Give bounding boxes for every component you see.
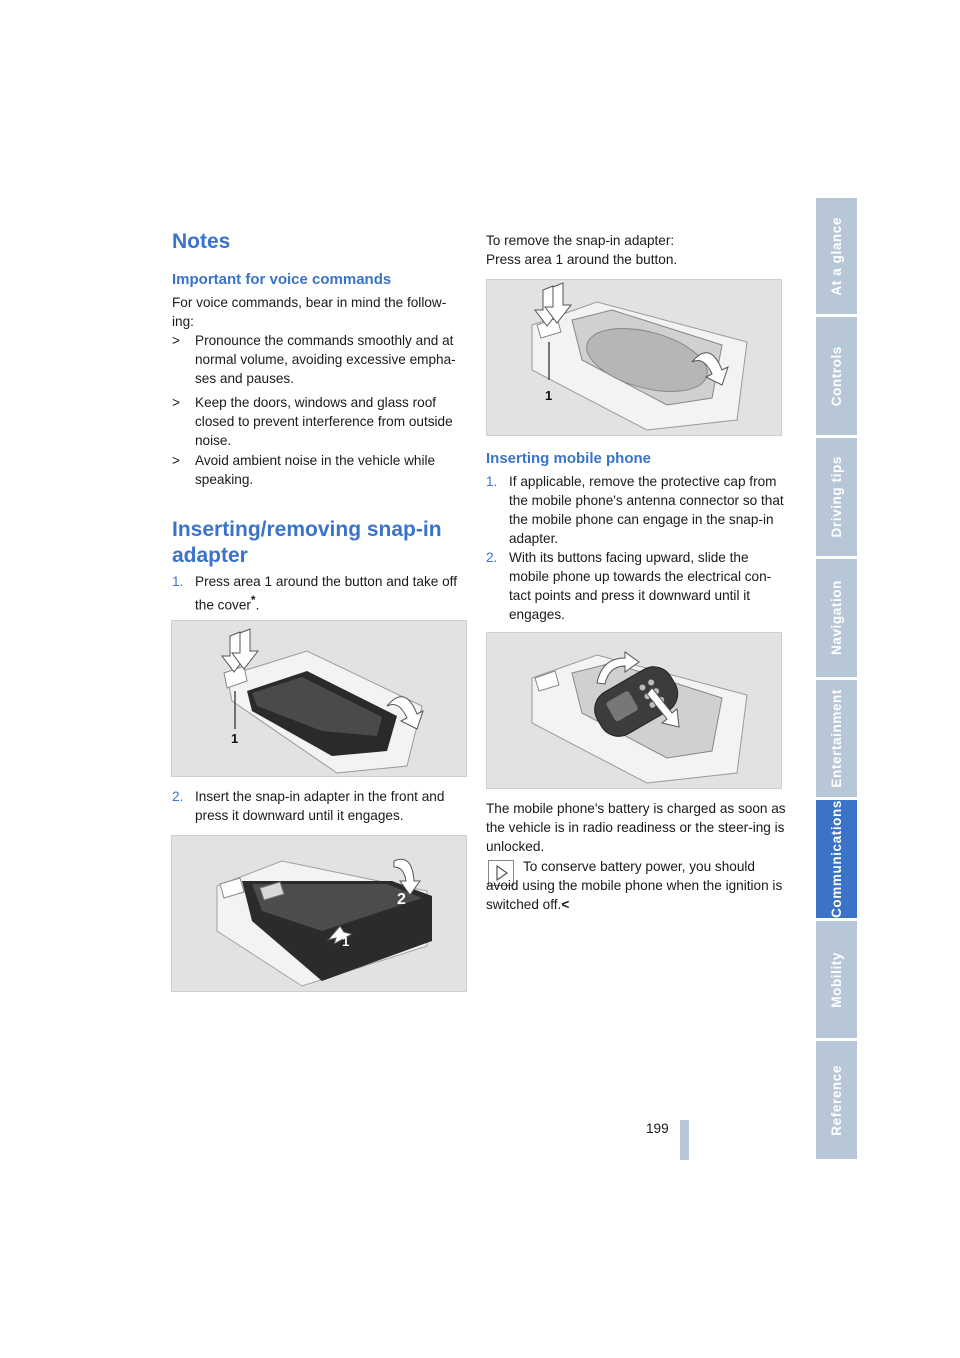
bullet-marker: > [172, 395, 180, 410]
sidebar-tab-entertainment[interactable] [816, 680, 857, 797]
note-body: To conserve battery power, you should avoid using the mobile phone when the ignition is switched off. [486, 859, 783, 912]
sidebar-tab-communications[interactable] [816, 800, 857, 918]
bullet-text: Keep the doors, windows and glass roof closed to prevent interference from outside noise. [195, 395, 453, 448]
step-text: Press area 1 around the button and take off the cover*. [195, 574, 457, 613]
sidebar-tab-label: Navigation [829, 580, 844, 656]
adapter-step-1 [172, 572, 467, 612]
voice-bullet-item [172, 393, 467, 451]
notes-heading: Notes [172, 230, 231, 253]
battery-charging-text: The mobile phone's battery is charged as soon as the vehicle is in radio readiness or the steer-ing is unlocked. [486, 801, 786, 854]
step-number: 2. [486, 550, 498, 565]
sidebar-tab-label: Driving tips [829, 456, 844, 538]
figure-callout-label: 1 [231, 731, 239, 746]
voice-intro-text: For voice commands, bear in mind the follow-ing: [172, 295, 447, 329]
sidebar-tab-reference[interactable] [816, 1041, 857, 1159]
step-text-body: Press area 1 around the button and take off the cover [195, 574, 457, 613]
figure-remove-cover [171, 620, 467, 777]
snap-in-adapter-heading: Inserting/removing snap-in adapter [172, 518, 442, 567]
bullet-marker: > [172, 333, 180, 348]
voice-bullet-item [172, 331, 467, 389]
bullet-marker: > [172, 453, 180, 468]
voice-commands-heading: Important for voice commands [172, 271, 392, 288]
page-number-bar [680, 1120, 689, 1160]
step-text: With its buttons facing upward, slide the mobile phone up towards the electrical con-tact points and press it downward until it engages. [509, 550, 772, 622]
page-number: 199 [646, 1121, 669, 1136]
figure-callout-label: 2 [397, 891, 406, 908]
bullet-text: Pronounce the commands smoothly and at normal volume, avoiding excessive empha-ses and pauses. [195, 333, 456, 386]
note-end-mark: < [561, 897, 570, 912]
sidebar-tab-label: Entertainment [829, 689, 844, 788]
inserting-mobile-phone-heading: Inserting mobile phone [486, 450, 652, 467]
figure-callout-label: 1 [342, 934, 350, 949]
sidebar-tab-driving-tips[interactable] [816, 438, 857, 556]
sidebar-tab-label: Communications [829, 800, 844, 918]
phone-illustration [487, 633, 781, 788]
step-text: If applicable, remove the protective cap from the mobile phone's antenna connector so that the mobile phone can engage in the snap-in adapter. [509, 474, 784, 546]
sidebar-tab-label: Controls [829, 345, 844, 407]
figure-remove-adapter [486, 279, 782, 436]
sidebar-tab-navigation[interactable] [816, 559, 857, 677]
sidebar-tab-controls[interactable] [816, 317, 857, 435]
remove-adapter-intro: To remove the snap-in adapter: [486, 233, 675, 248]
cover-illustration [172, 621, 466, 776]
figure-insert-adapter [171, 835, 467, 992]
sidebar-tab-label: Reference [829, 1064, 844, 1136]
adapter-illustration [172, 836, 466, 991]
remove-adapter-illustration [487, 280, 781, 435]
adapter-step-2 [172, 787, 467, 827]
sidebar-tab-label: At a glance [829, 216, 844, 296]
step-number: 1. [172, 574, 184, 589]
figure-callout-label: 1 [545, 388, 553, 403]
battery-note-text [486, 857, 786, 914]
sidebar-tab-at-a-glance[interactable] [816, 198, 857, 314]
mobile-step-2 [486, 548, 786, 624]
sidebar-tab-mobility[interactable] [816, 921, 857, 1038]
optional-equipment-star: * [250, 593, 256, 607]
bullet-text: Avoid ambient noise in the vehicle while speaking. [195, 453, 436, 487]
figure-insert-phone [486, 632, 782, 789]
sidebar-tab-label: Mobility [829, 951, 844, 1008]
step-number: 1. [486, 474, 498, 489]
voice-bullet-item [172, 451, 467, 491]
step-number: 2. [172, 789, 184, 804]
mobile-step-1 [486, 472, 786, 548]
remove-adapter-instruction: Press area 1 around the button. [486, 252, 678, 267]
step-text: Insert the snap-in adapter in the front and press it downward until it engages. [195, 789, 445, 823]
